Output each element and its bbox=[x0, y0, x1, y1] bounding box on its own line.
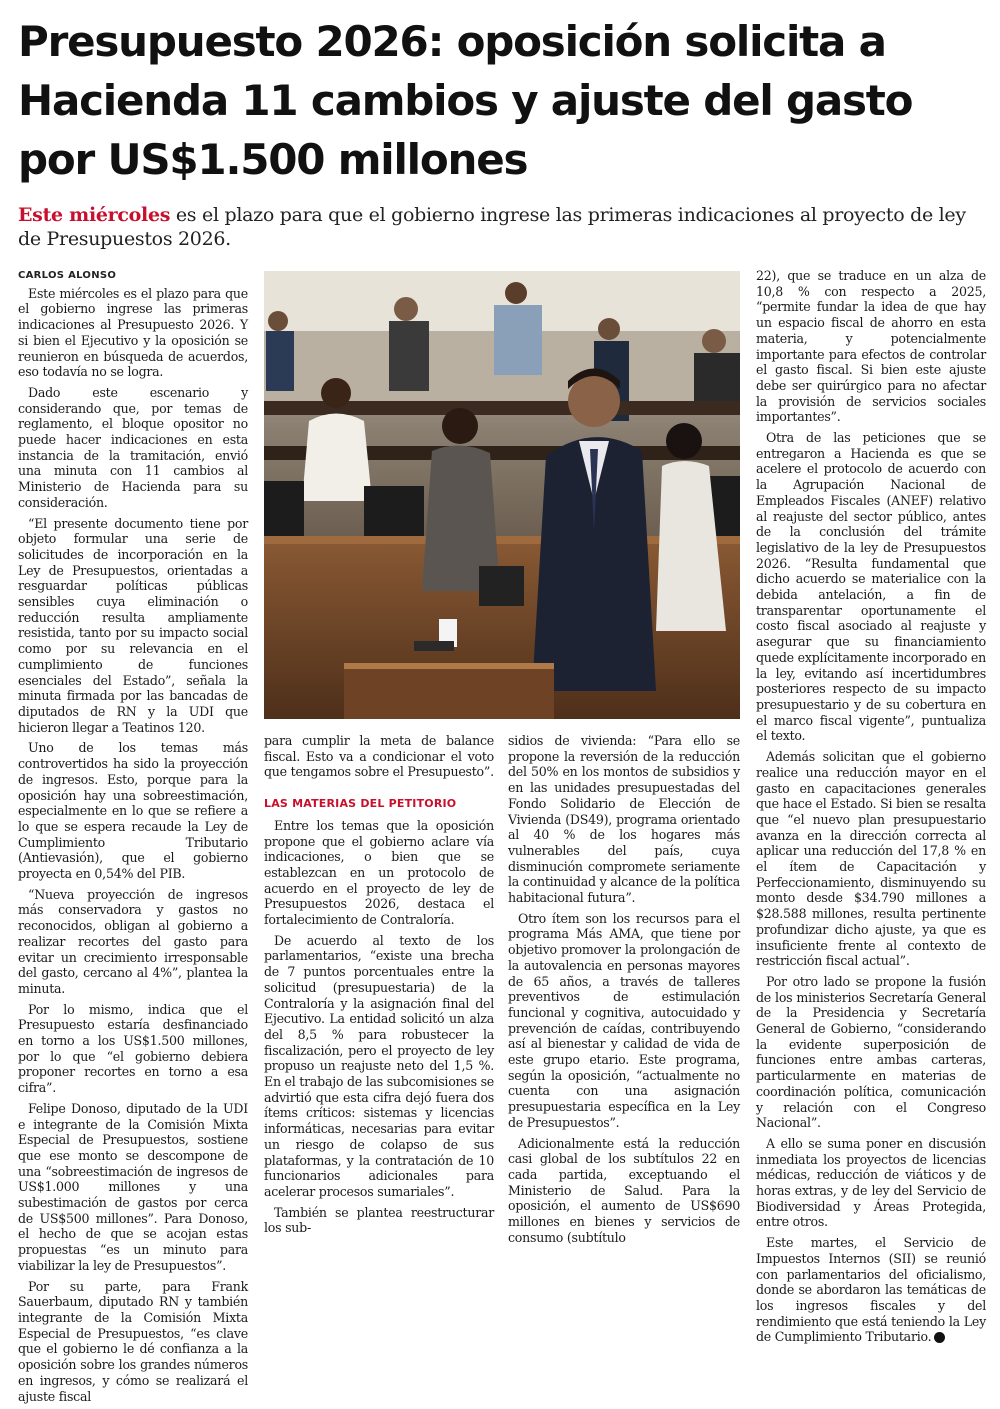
paragraph: Por otro lado se propone la fusión de los ministerios Secretaría General de la Presidencia y Secretaría General de Gobierno, “considerando la evidente superposición de funciones entre ambas carteras, particularmente en materias de coordinación política, comunicación y relación con el Congreso Nacional”. bbox=[756, 973, 986, 1131]
dek-text: es el plazo para que el gobierno ingrese las primeras indicaciones al proyecto de ley de Presupuestos 2026. bbox=[18, 204, 966, 250]
chamber-photo bbox=[264, 271, 740, 719]
paragraph: Uno de los temas más controvertidos ha sido la proyección de ingresos. Esto, porque para la oposición hay una sobreestimación, especialmente en lo que se refiere a lo que se espera recaude la Ley de Cumplimiento Tributario (Antievasión), que el gobierno proyecta en 0,54% del PIB. bbox=[18, 740, 248, 882]
section-subhead: LAS MATERIAS DEL PETITORIO bbox=[264, 797, 457, 811]
paragraph: para cumplir la meta de balance fiscal. Esto va a condicionar el voto que tengamos sobre el Presupuesto”. bbox=[264, 733, 494, 780]
paragraph: “El presente documento tiene por objeto formular una serie de solicitudes de incorporación en la Ley de Presupuestos, orientadas a resguardar políticas públicas sensibles cuya eliminación o reducción resulta ampliamente resistida, tanto por su impacto social como por su relevancia en el cumplimiento de funciones esenciales del Estado”, señala la minuta firmada por las bancadas de diputados de RN y la UDI que hicieron llegar a Teatinos 120. bbox=[18, 515, 248, 735]
paragraph: Otro ítem son los recursos para el programa Más AMA, que tiene por objetivo promover la prolongación de la autovalencia en personas mayores de 65 años, a través de talleres preventivos de estimulación funcional y cognitiva, autocuidado y prevención de caídas, contribuyendo así al bienestar y calidad de vida de este grupo etario. Este programa, según la oposición, “actualmente no cuenta con una asignación presupuestaria específica en la Ley de Presupuestos”. bbox=[508, 910, 740, 1130]
paragraph: Por su parte, para Frank Sauerbaum, diputado RN y también integrante de la Comisión Mixta Especial de Presupuestos, “es clave que el gobierno le dé confianza a la oposición sobre los grandes números en ingresos, y cómo se realizará el ajuste fiscal bbox=[18, 1278, 248, 1404]
end-of-article-icon: P bbox=[934, 1332, 945, 1343]
paragraph bbox=[756, 1235, 986, 1345]
article-column-3 bbox=[508, 733, 740, 1251]
paragraph: Adicionalmente está la reducción casi global de los subtítulos 22 en cada partida, exceptuando el Ministerio de Salud. Para la oposición, el aumento de US$690 millones en bienes y servicios de consumo (subtítulo bbox=[508, 1135, 740, 1245]
headline: Presupuesto 2026: oposición solicita a Hacienda 11 cambios y ajuste del gasto por US$1.500 millones bbox=[18, 17, 913, 184]
paragraph: sidios de vivienda: “Para ello se propone la reversión de la reducción del 50% en los montos de subsidios y en las unidades presupuestadas del Fondo Solidario de Elección de Vivienda (DS49), programa orientado al 40 % de los hogares más vulnerables del país, cuya disminución compromete seriamente la continuidad y alcance de la política habitacional futura”. bbox=[508, 733, 740, 906]
paragraph: Otra de las peticiones que se entregaron a Hacienda es que se acelere el protocolo de acuerdo con la Agrupación Nacional de Empleados Fiscales (ANEF) relativo al reajuste del sector público, antes de la conclusión del trámite legislativo de la ley de Presupuestos 2026. “Resulta fundamental que dicho acuerdo se materialice con la debida antelación, a fin de transparentar oportunamente el costo fiscal asociado al reajuste y asegurar que su financiamiento quede explícitamente incorporado en la ley, evitando así incertidumbres posteriores respecto de su impacto presupuestario y de su cobertura en el marco fiscal vigente”, puntualiza el texto. bbox=[756, 430, 986, 744]
paragraph: Entre los temas que la oposición propone que el gobierno aclare vía indicaciones, o bien que se establezcan en un protocolo de acuerdo en el proyecto de ley de Presupuestos 2026, destaca el fortalecimiento de Contraloría. bbox=[264, 817, 494, 928]
article-column-4 bbox=[756, 268, 986, 1350]
article-column-2 bbox=[264, 733, 494, 1241]
paragraph: Felipe Donoso, diputado de la UDI e integrante de la Comisión Mixta Especial de Presupuestos, sostiene que ese monto se descompone de una “sobreestimación de ingresos de US$1.000 millones y una subestimación de gastos por cerca de US$500 millones”. Para Donoso, el hecho de que se acojan estas propuestas “es un minuto para viabilizar la ley de Presupuestos”. bbox=[18, 1100, 248, 1273]
paragraph: Por lo mismo, indica que el Presupuesto estaría desfinanciado en torno a los US$1.500 millones, por lo que “el gobierno debiera proponer recortes en torno a esa cifra”. bbox=[18, 1001, 248, 1096]
paragraph: Además solicitan que el gobierno realice una reducción mayor en el gasto en capacitaciones generales que hace el Estado. Si bien se resalta que “el nuevo plan presupuestario avanza en la dirección correcta al aplicar una reducción del 17,8 % en el ítem de Capacitación y Perfeccionamiento, disminuyendo su monto desde $34.790 millones a $28.588 millones, resulta pertinente profundizar dicho ajuste, ya que es insuficiente frente al contexto de restricción fiscal actual”. bbox=[756, 749, 986, 969]
paragraph: 22), que se traduce en un alza de 10,8 % con respecto a 2025, “permite fundar la idea de que hay un espacio fiscal de ahorro en esta materia, y potencialmente importante para efectos de controlar el gasto fiscal. Si bien este ajuste debe ser quirúrgico para no afectar la provisión de servicios sociales importantes”. bbox=[756, 268, 986, 425]
paragraph-text: Este martes, el Servicio de Impuestos Internos (SII) se reunió con parlamentarios del oficialismo, donde se abordaron las temáticas de los ingresos fiscales y del rendimiento que está teniendo la Ley de Cumplimiento Tributario. bbox=[756, 1235, 986, 1345]
chamber-photo-illustration bbox=[264, 271, 740, 719]
paragraph: “Nueva proyección de ingresos más conservadora y gastos no reconocidos, obligan al gobierno a realizar recortes del gasto para evitar un crecimiento irresponsable del gasto, cercano al 4%”, plantea la minuta. bbox=[18, 886, 248, 996]
paragraph: Este miércoles es el plazo para que el gobierno ingrese las primeras indicaciones al Presupuesto 2026. Y si bien el Ejecutivo y la oposición se reunieron en búsqueda de acuerdos, eso todavía no se logra. bbox=[18, 285, 248, 380]
paragraph: A ello se suma poner en discusión inmediata los proyectos de licencias médicas, reducción de viáticos y de horas extras, y de ley del Servicio de Biodiversidad y Áreas Protegida, entre otros. bbox=[756, 1135, 986, 1230]
paragraph: Dado este escenario y considerando que, por temas de reglamento, el bloque opositor no puede hacer indicaciones en esta instancia de la tramitación, envió una minuta con 11 cambios al Ministerio de Hacienda para su consideración. bbox=[18, 384, 248, 510]
dek-highlight: Este miércoles bbox=[18, 204, 171, 226]
byline: CARLOS ALONSO bbox=[18, 270, 117, 281]
paragraph: También se plantea reestructurar los sub- bbox=[264, 1204, 494, 1236]
article-column-1 bbox=[18, 268, 248, 1409]
paragraph: De acuerdo al texto de los parlamentarios, “existe una brecha de 7 puntos porcentuales entre la solicitud (presupuestaria) de la Contraloría y la asignación final del Ejecutivo. La entidad solicitó un alza del 8,5 % para robustecer la fiscalización, pero el proyecto de ley propuso un reajuste neto del 1,5 %. En el trabajo de las subcomisiones se advirtió que esta cifra dejó fuera dos ítems críticos: sistemas y licencias informáticas, necesarias para evitar un riesgo de colapso de sus plataformas, y la contratación de 10 funcionarios adicionales para acelerar procesos sumariales”. bbox=[264, 932, 494, 1199]
dek bbox=[18, 203, 988, 251]
